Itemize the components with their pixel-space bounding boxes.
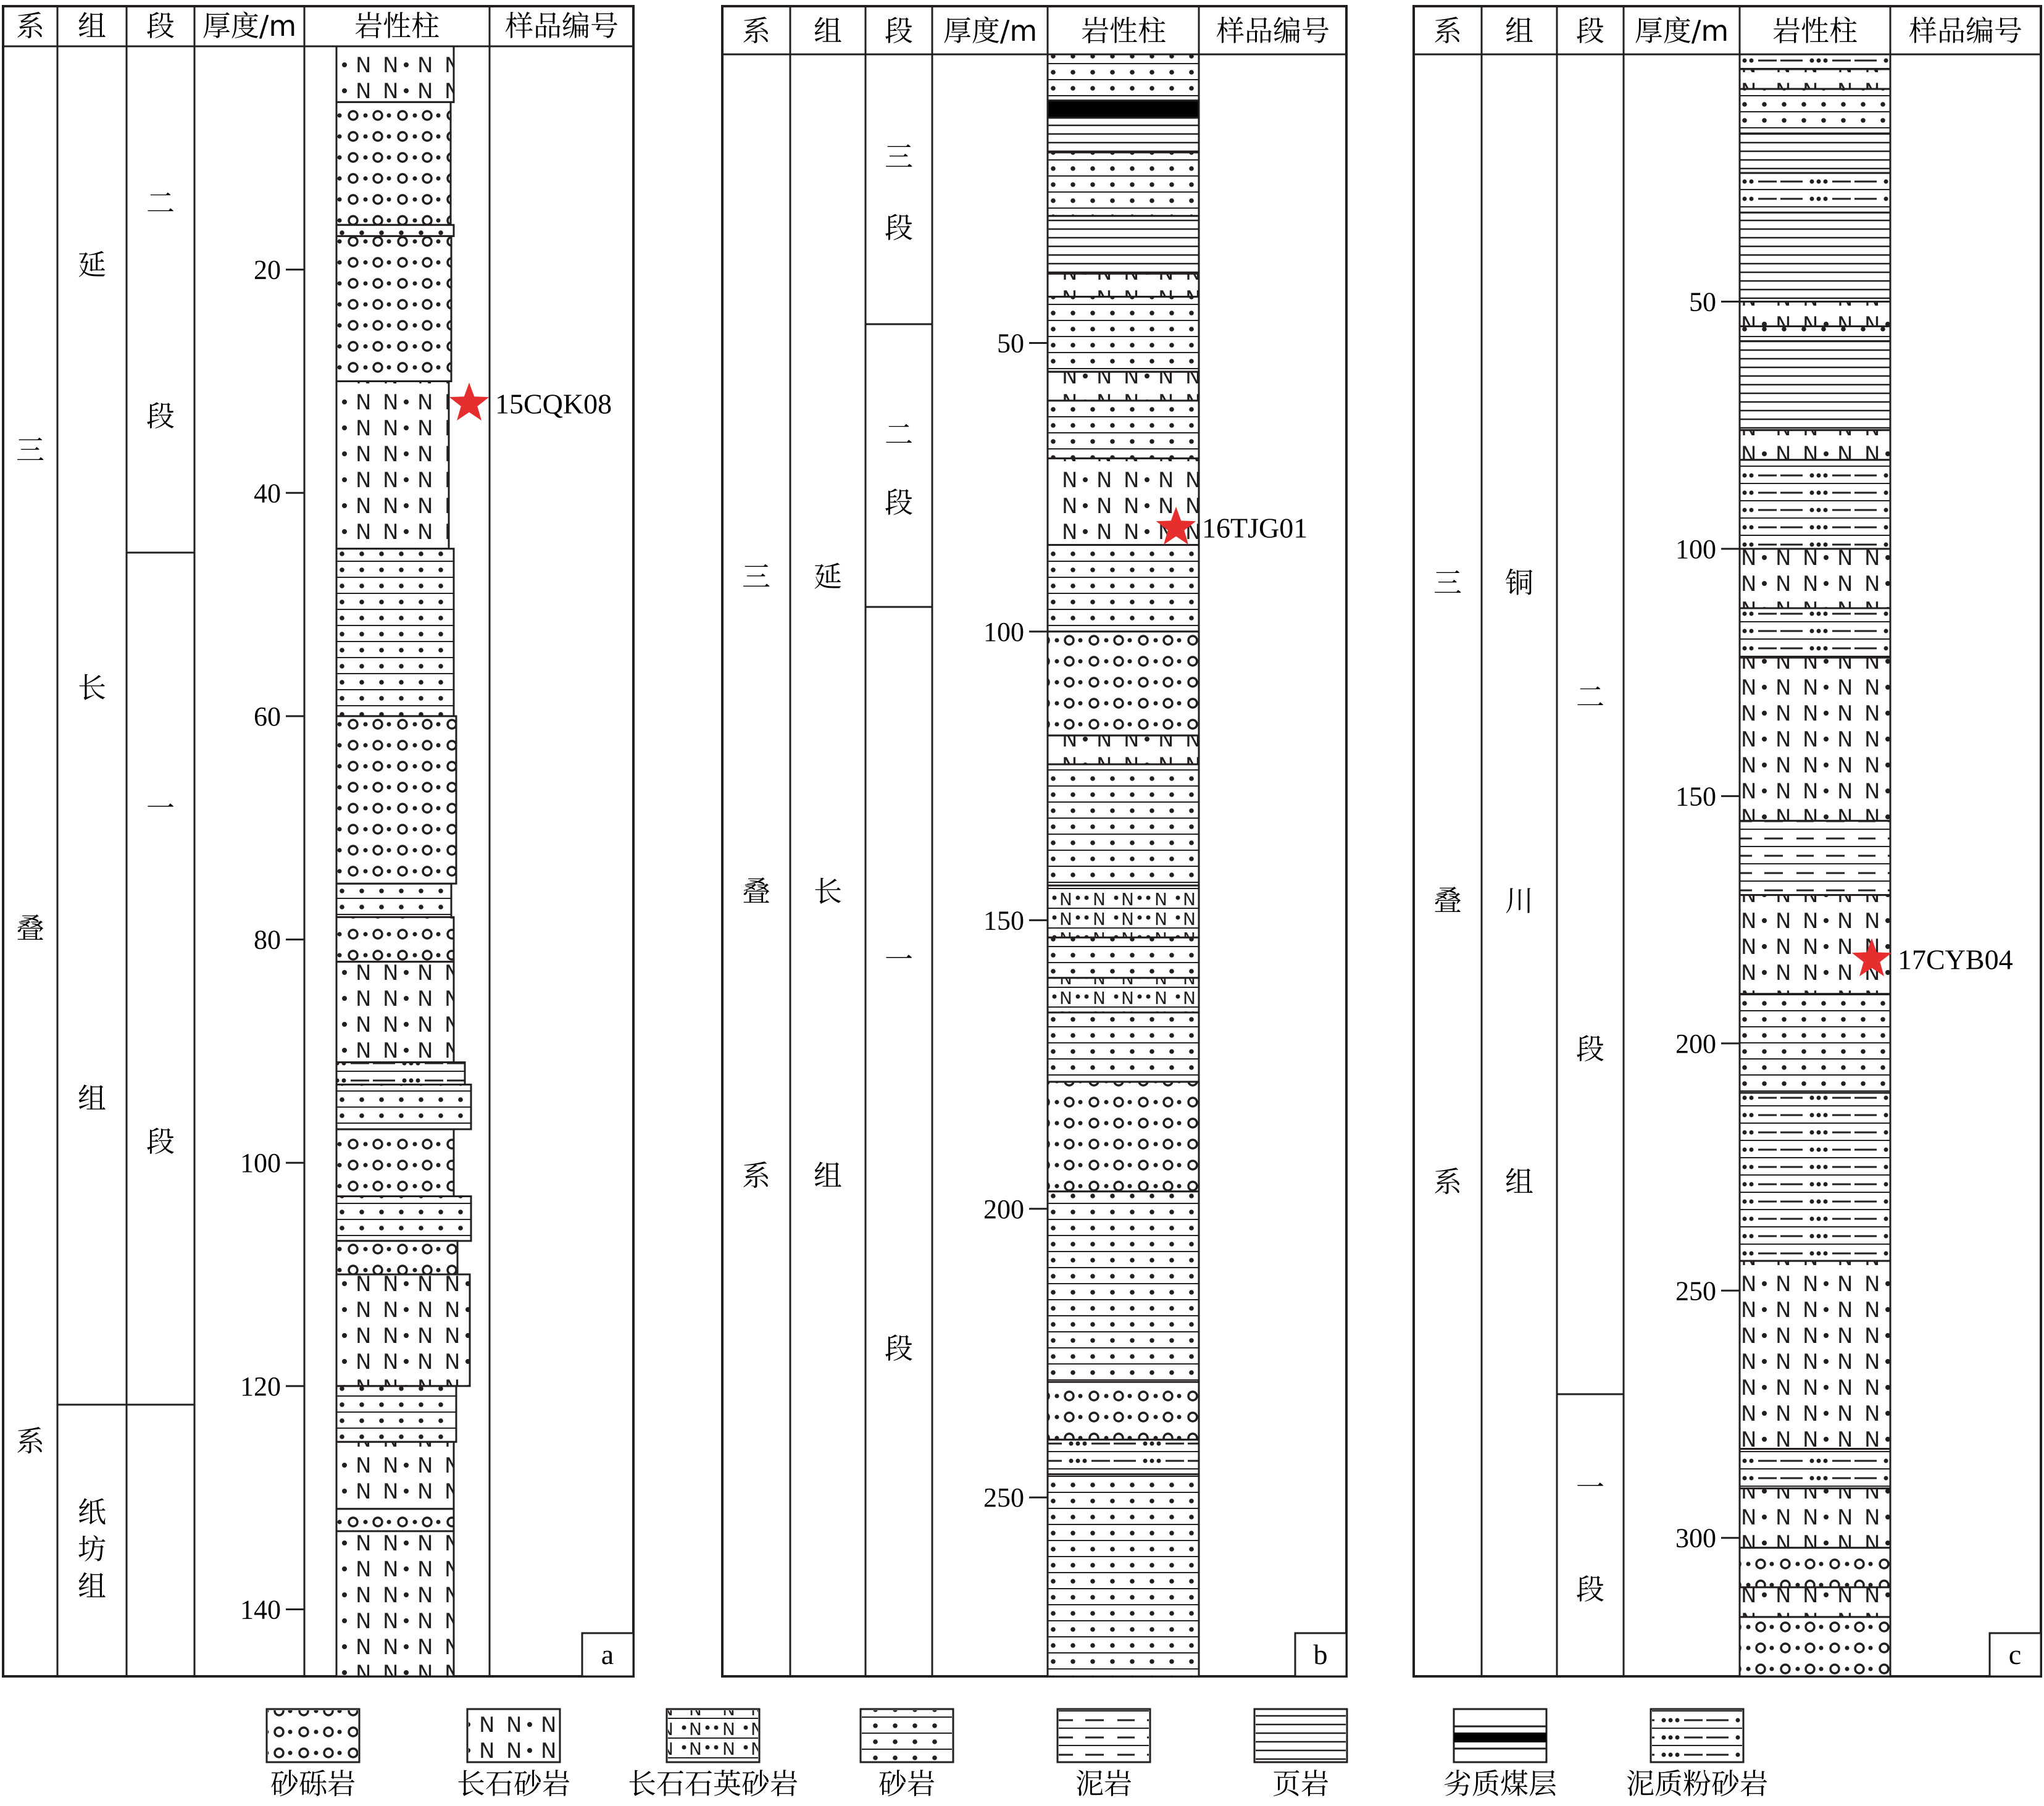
panel-a — [3, 6, 633, 1676]
lithology-layer — [336, 1531, 454, 1676]
lithology-layer — [1048, 885, 1199, 937]
member-char: 二 — [146, 186, 175, 220]
lithology-layer — [1740, 89, 1890, 133]
header-member: 段 — [885, 14, 913, 48]
header-member: 段 — [1576, 14, 1604, 48]
legend — [267, 1709, 1768, 1800]
lithology-layer — [1048, 545, 1199, 632]
system-char: 叠 — [742, 875, 770, 908]
sample-id: 16TJG01 — [1202, 512, 1308, 544]
lithology-layer — [1048, 1474, 1199, 1676]
system-char: 三 — [16, 433, 44, 467]
header-formation: 组 — [814, 14, 842, 48]
formation-char: 组 — [78, 1082, 106, 1115]
member-char: 二 — [1576, 680, 1604, 714]
axis-tick-label: 120 — [240, 1371, 281, 1402]
lithology-layer — [336, 236, 451, 381]
lithology-layer — [1048, 274, 1199, 296]
header-thickness: 厚度/m — [1634, 14, 1729, 48]
lithology-layer — [1740, 212, 1890, 301]
thickness-axis-b — [983, 328, 1048, 1513]
header-lithology: 岩性柱 — [354, 9, 440, 43]
legend-label: 长石砂岩 — [457, 1767, 570, 1800]
axis-tick-label: 140 — [240, 1594, 281, 1625]
lithology-layer — [1740, 327, 1890, 341]
legend-swatch — [1454, 1733, 1546, 1742]
axis-tick-label: 50 — [997, 328, 1024, 359]
legend-item — [1626, 1709, 1768, 1800]
panel-c — [1414, 6, 2041, 1676]
header-sample-id: 样品编号 — [1216, 14, 1330, 48]
panel-label-a: a — [601, 1639, 614, 1670]
lithology-layer — [336, 225, 454, 236]
legend-item — [1254, 1709, 1347, 1800]
axis-tick-label: 250 — [983, 1482, 1024, 1513]
lithology-layer — [336, 102, 451, 225]
member-char: 段 — [146, 1125, 175, 1158]
member-char: 一 — [1576, 1471, 1604, 1504]
lithology-layer — [336, 382, 449, 549]
legend-label: 砂岩 — [878, 1767, 935, 1800]
panel-label-c: c — [2008, 1639, 2022, 1670]
lithology-layer — [1740, 1617, 1890, 1676]
lithology-layer — [1740, 895, 1890, 994]
member-char: 三 — [885, 140, 913, 173]
lithology-layer — [1048, 764, 1199, 885]
lithology-layer — [1048, 1082, 1199, 1192]
lithology-layer — [1740, 821, 1890, 895]
header-system: 系 — [16, 9, 44, 43]
member-char: 一 — [885, 943, 913, 976]
header-system: 系 — [1433, 14, 1462, 48]
formation-char: 延 — [78, 248, 106, 282]
axis-tick-label: 200 — [1675, 1028, 1716, 1059]
lithology-column-c — [1740, 54, 1890, 1676]
lithology-layer — [1048, 937, 1199, 977]
lithology-layer — [1740, 1587, 1890, 1617]
lithology-layer — [336, 1241, 457, 1274]
sample-id: 17CYB04 — [1898, 943, 2013, 976]
lithology-column-a — [336, 46, 471, 1676]
system-char: 三 — [742, 560, 770, 593]
axis-tick-label: 20 — [254, 254, 281, 285]
lithology-layer — [1740, 133, 1890, 173]
lithology-layer — [1048, 632, 1199, 735]
legend-label: 砂砾岩 — [270, 1767, 356, 1800]
member-char: 段 — [885, 486, 913, 519]
legend-swatch — [1059, 1710, 1149, 1761]
legend-swatch — [469, 1710, 559, 1761]
axis-tick-label: 150 — [1675, 781, 1716, 812]
lithology-layer — [1740, 608, 1890, 658]
formation-char: 长 — [78, 671, 106, 704]
lithology-layer — [336, 46, 454, 102]
axis-tick-label: 60 — [254, 701, 281, 732]
formation-char: 延 — [814, 560, 842, 593]
system-char: 叠 — [16, 912, 44, 945]
header-member: 段 — [146, 9, 175, 43]
lithology-layer — [1740, 1093, 1890, 1261]
panel-b — [722, 6, 1346, 1676]
legend-label: 泥质粉砂岩 — [1626, 1767, 1768, 1800]
formation-char: 组 — [814, 1159, 842, 1192]
panel-label-b: b — [1313, 1639, 1328, 1670]
lithology-layer — [1740, 302, 1890, 327]
lithology-layer — [1740, 549, 1890, 608]
lithology-layer — [1048, 216, 1199, 274]
header-thickness: 厚度/m — [202, 9, 297, 43]
legend-item — [861, 1709, 953, 1800]
header-sample-id: 样品编号 — [1909, 14, 2022, 48]
lithology-layer — [336, 1129, 454, 1197]
lithology-layer — [1048, 978, 1199, 1013]
header-sample-id: 样品编号 — [505, 9, 619, 43]
member-char: 段 — [885, 1332, 913, 1365]
lithology-layer — [336, 1063, 465, 1085]
header-formation: 组 — [78, 9, 106, 43]
formation-char: 组 — [1505, 1165, 1533, 1198]
axis-tick-label: 50 — [1689, 286, 1716, 317]
lithology-layer — [1048, 54, 1199, 101]
legend-item — [457, 1709, 570, 1800]
axis-tick-label: 300 — [1675, 1523, 1716, 1553]
lithology-column-b — [1048, 54, 1199, 1676]
lithology-layer — [1048, 1382, 1199, 1440]
formation-char: 铜 — [1505, 566, 1533, 600]
system-char: 叠 — [1433, 884, 1462, 918]
axis-tick-label: 200 — [983, 1194, 1024, 1224]
axis-tick-label: 100 — [1675, 533, 1716, 564]
header-formation: 组 — [1505, 14, 1533, 48]
legend-label: 劣质煤层 — [1443, 1767, 1557, 1800]
lithology-layer — [336, 1274, 470, 1386]
lithology-layer — [1740, 430, 1890, 460]
axis-tick-label: 100 — [983, 616, 1024, 647]
axis-tick-label: 100 — [240, 1148, 281, 1179]
header-system: 系 — [742, 14, 770, 48]
legend-swatch — [1652, 1710, 1742, 1761]
system-char: 系 — [1433, 1165, 1462, 1198]
lithology-layer — [336, 716, 456, 884]
lithology-layer — [336, 1386, 456, 1442]
lithology-layer — [1740, 1261, 1890, 1449]
lithology-layer — [1740, 1449, 1890, 1489]
legend-swatch — [668, 1710, 758, 1761]
legend-swatch — [1256, 1710, 1346, 1761]
lithology-layer — [1048, 372, 1199, 401]
legend-item — [628, 1709, 798, 1800]
lithology-layer — [336, 1442, 454, 1509]
legend-label: 泥岩 — [1075, 1767, 1132, 1800]
axis-tick-label: 80 — [254, 924, 281, 955]
thickness-axis-c — [1675, 286, 1740, 1553]
lithology-layer — [1740, 69, 1890, 89]
lithology-layer — [336, 884, 451, 917]
legend-item — [1057, 1709, 1150, 1800]
member-char: 段 — [1576, 1032, 1604, 1066]
legend-item — [1443, 1709, 1557, 1800]
sample-id: 15CQK08 — [495, 388, 612, 420]
lithology-layer — [336, 1197, 471, 1241]
legend-label: 页岩 — [1272, 1767, 1329, 1800]
lithology-layer — [1048, 101, 1199, 118]
lithology-layer — [336, 549, 454, 716]
lithology-layer — [336, 917, 454, 961]
legend-swatch — [268, 1710, 358, 1761]
lithology-layer — [1740, 1548, 1890, 1587]
lithology-layer — [1740, 54, 1890, 69]
lithology-layer — [336, 1509, 454, 1531]
system-char: 三 — [1433, 566, 1462, 600]
member-char: 二 — [885, 418, 913, 451]
lithology-layer — [336, 1085, 471, 1129]
legend-item — [267, 1709, 359, 1800]
member-char: 段 — [146, 399, 175, 433]
member-char: 段 — [1576, 1573, 1604, 1606]
lithology-layer — [1048, 1013, 1199, 1082]
lithology-layer — [1048, 401, 1199, 459]
lithology-layer — [1048, 1440, 1199, 1474]
lithology-layer — [1740, 1489, 1890, 1548]
sample-star-icon — [449, 383, 490, 421]
formation-char: 坊 — [78, 1532, 106, 1566]
axis-tick-label: 40 — [254, 478, 281, 509]
lithology-layer — [1048, 297, 1199, 372]
lithology-layer — [1048, 118, 1199, 153]
formation-char: 长 — [814, 875, 842, 908]
header-lithology: 岩性柱 — [1772, 14, 1858, 48]
lithology-layer — [1048, 735, 1199, 764]
header-thickness: 厚度/m — [943, 14, 1038, 48]
lithology-layer — [1740, 994, 1890, 1093]
lithology-layer — [336, 962, 454, 1063]
lithology-layer — [1048, 153, 1199, 216]
formation-char: 组 — [78, 1570, 106, 1603]
member-char: 段 — [885, 211, 913, 245]
lithology-layer — [1048, 1192, 1199, 1382]
axis-tick-label: 250 — [1675, 1276, 1716, 1306]
legend-swatch — [862, 1710, 952, 1761]
legend-label: 长石石英砂岩 — [628, 1767, 798, 1800]
lithology-layer — [1740, 341, 1890, 430]
axis-tick-label: 150 — [983, 905, 1024, 936]
lithology-layer — [1740, 658, 1890, 821]
member-char: 一 — [146, 792, 175, 825]
lithology-layer — [1740, 460, 1890, 549]
lithology-layer — [1740, 173, 1890, 212]
formation-char: 纸 — [78, 1495, 106, 1529]
sample-marker-a — [449, 383, 612, 421]
system-char: 系 — [742, 1159, 770, 1192]
header-lithology: 岩性柱 — [1081, 14, 1166, 48]
system-char: 系 — [16, 1424, 44, 1458]
formation-char: 川 — [1505, 884, 1533, 918]
thickness-axis-a — [240, 255, 304, 1625]
